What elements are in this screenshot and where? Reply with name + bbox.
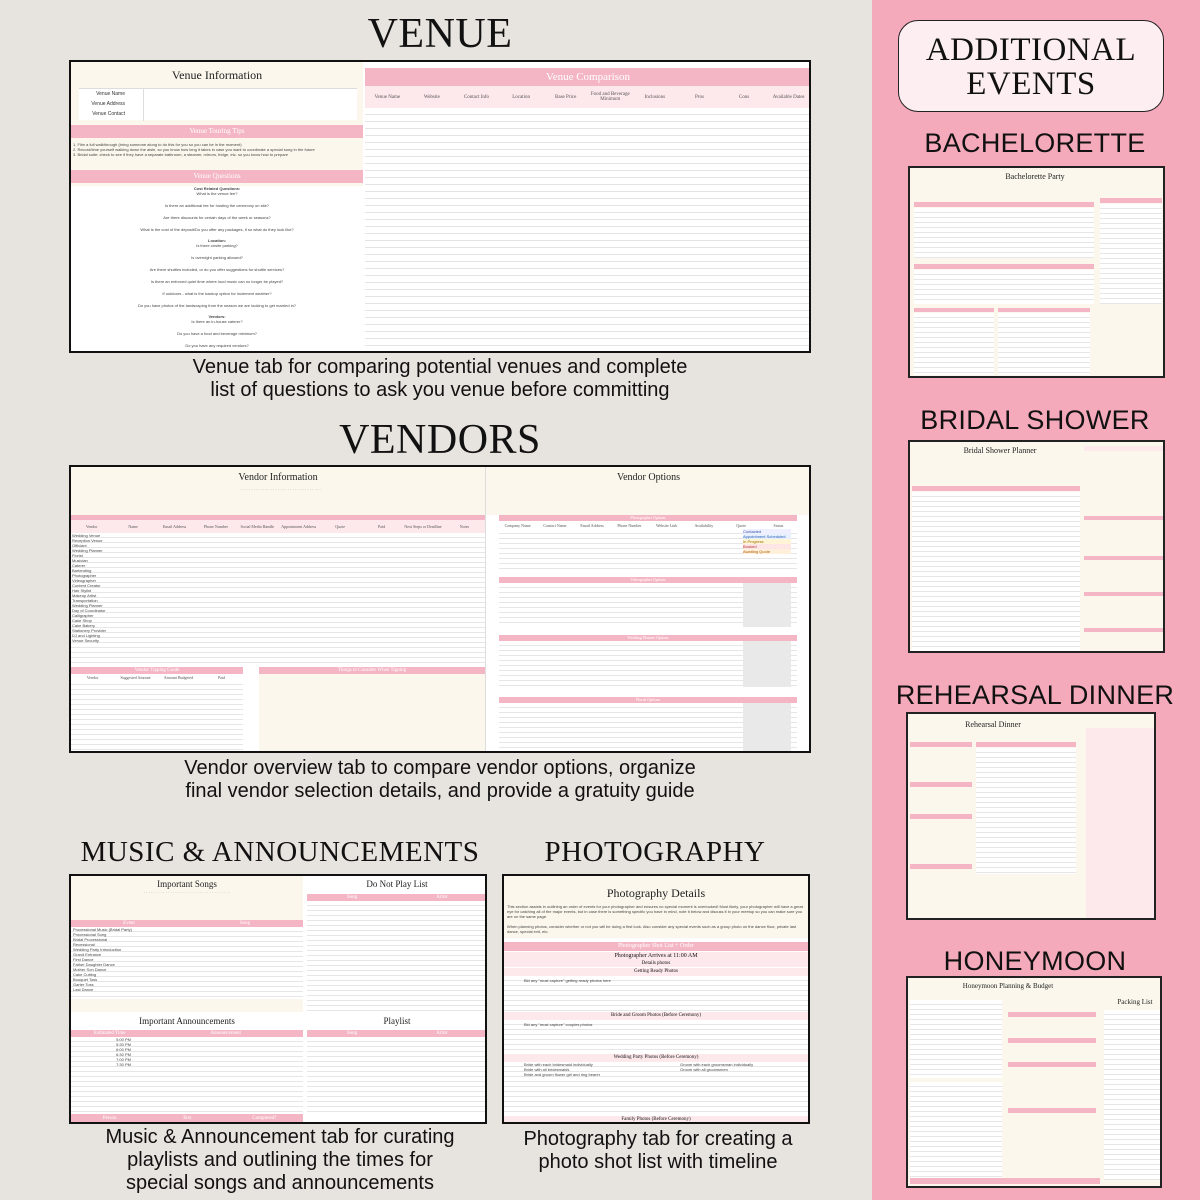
options-column-header: Website Link [655,522,678,528]
event-title-honeymoon: HONEYMOON [943,946,1127,976]
vendor-options-header [499,521,797,529]
venue-comparison-title: Venue Comparison [365,68,811,86]
vendor-type: Hair Stylist [72,588,92,593]
footer-column-header: Completed? [252,1116,277,1121]
venue-question: If outdoors - what is the backup option for inclement weather? [162,291,272,296]
venue-info-panel [71,62,363,353]
do-not-play-title: Do Not Play List [366,879,428,889]
venue-tips-title: Venue Touring Tips [71,125,363,138]
venue-column-header: Venue Name [374,94,401,100]
venue-heading: VENUE [367,11,513,57]
vendor-type: Stationery Provider [72,628,107,633]
songs-grid [71,927,303,999]
music-sheet-thumbnail: Important Songs · · · · · · · · · · · · · · · · · · · · · · · · · · · · · · · · · · · · Event Song Processional Music (Bridal Party) Processional Song Bridal Processional Recessional Wedding Party Introduction Grand Entrance First Dance Father Daughter Dance Mother Son Dance Cake Cutting Bouquet Toss Garter Toss Last Dance Do Not Play List Song Artist Important Announcements Estimated Time Announcement 5:00 PM 5:30 PM 6:00 PM 6:30 PM 7:00 PM 7:30 PM Playlist Song Artist Person Text Completed? [69,874,487,1124]
vendors-sheet-thumbnail [69,465,811,753]
playlist-title: Playlist [383,1016,411,1026]
venue-column-header: Inclusions [644,94,666,100]
venue-question: Is there an enforced quiet time where loud music can no longer be played? [150,279,284,284]
venue-info-row: Venue Name [96,91,125,97]
options-column-header: Company Name [504,522,531,528]
vendor-type: Cake Shop [72,618,92,623]
venue-question-category: Location: [208,238,226,243]
vendor-tipping-grid [71,680,243,753]
venue-tip: 3. Bridal suite: check to see if they have a separate bathroom, a steamer, mirrors, fridge, etc. so you know how to prepare [73,152,288,157]
announcements-column-header: Estimated Time [93,1031,126,1036]
photography-caption [500,1128,816,1174]
song-event: First Dance [73,957,94,962]
shot-item: Groom with each groomsman individually [680,1062,754,1067]
announcements-grid [71,1037,303,1113]
options-column-header: Quote [736,522,747,528]
announcement-time: 7:00 PM [116,1057,131,1062]
vendor-options-title: Vendor Options [616,472,681,483]
tipping-column-header: Suggested Amount [120,674,151,680]
songs-column-header: Song [239,921,251,926]
song-event: Grand Entrance [73,952,102,957]
footer-column-header: Person [102,1116,117,1121]
venue-comparison-header [365,86,811,108]
tipping-column-header: Vendor [86,674,99,680]
bachelorette-thumbnail [908,166,1165,378]
vendor-options-grid [499,641,797,687]
vendor-type: Florist [72,553,83,558]
vendor-things-panel [259,674,485,753]
vendor-column-header: Notes [459,524,470,529]
additional-events-line: EVENTS [966,66,1096,102]
vendor-options-grid [499,529,797,571]
family-photos-title: Family Photos (Before Ceremony) [504,1116,808,1124]
vendor-column-header: Vendor [85,524,98,529]
rehearsal-dinner-thumbnail [906,712,1156,920]
song-event: Cake Cutting [73,972,97,977]
announcements-title: Important Announcements [139,1016,235,1026]
venue-question: Do you have any required vendors? [185,343,249,348]
venue-question: Do you have a food and beverage minimum? [177,331,257,336]
venue-question: What is the cost of the deposit/Do you offer any packages, if so what do they look like? [140,227,294,232]
vendor-option-section-title: Photographer Options [499,515,797,521]
venue-question: Are there discounts for certain days of the week or seasons? [163,215,271,220]
venue-question: Is overnight parking allowed? [191,255,243,260]
venue-caption-line: Venue tab for comparing potential venues and complete [192,356,688,378]
vendor-type: Wedding Venue [72,533,101,538]
venue-column-header: Pros [695,94,704,100]
do-not-play-column-header: Song [346,895,358,900]
shot-list-grid [504,976,808,1012]
shot-item: Bride with all bridesmaids [524,1067,570,1072]
photography-heading: PHOTOGRAPHY [544,836,766,868]
song-event: Processional Song [73,932,107,937]
venue-question: Is there an additional fee for hosting the ceremony on site? [164,203,270,208]
song-event: Last Dance [73,987,94,992]
shot-item: Bride and groom flower girl and ring bearer [524,1072,601,1077]
venue-column-header: Location [512,94,530,100]
options-column-header: Availability [694,522,714,528]
status-chip[interactable]: Contacted [743,529,791,534]
vendor-type: DJ and Lighting [72,633,100,638]
tipping-column-header: Paid [217,674,226,680]
announcement-time: 6:30 PM [116,1052,131,1057]
music-heading: MUSIC & ANNOUNCEMENTS [80,836,480,868]
options-column-header: Email Address [580,522,604,528]
vendor-type: Wedding Planner [72,548,103,553]
music-caption-line: Music & Announcement tab for curating [105,1126,455,1148]
venue-question: Is there an in-house caterer? [191,319,243,324]
photography-caption-line: Photography tab for creating a [523,1128,793,1150]
vendor-type: Caterer [72,563,86,568]
song-event: Bridal Processional [73,937,108,942]
vendor-type: Officiant [72,543,87,548]
announcement-time: 5:00 PM [116,1037,131,1042]
venue-info-row: Venue Contact [92,111,125,117]
vendor-column-header: Name [128,524,138,529]
venue-question: Is there onsite parking? [196,243,238,248]
do-not-play-column-header: Artist [436,895,448,900]
vendor-type: Photographer [72,573,97,578]
song-event: Bouquet Toss [73,977,98,982]
venue-tip: 2. Record/time yourself walking down the aisle, so you know how long it takes in case you want to coordinate a special song in the future [73,147,315,152]
shot-group-title: Getting Ready Photos [504,968,808,976]
do-not-play-grid [307,901,487,1011]
song-event: Mother Son Dance [73,967,107,972]
vendor-options-grid [499,703,797,753]
venue-info-title: Venue Information [171,68,263,82]
vendor-type: Videographer [72,578,96,583]
songs-title: Important Songs [157,879,217,889]
announcements-column-header: Announcement [210,1031,241,1036]
venue-column-header: Base Price [555,94,577,100]
shot-list-grid [504,1020,808,1054]
venue-column-header: Cons [738,94,750,100]
vendor-type: Bartending [72,568,92,573]
vendor-option-section-title: Wedding Planner Options [499,635,797,641]
venue-column-header: Available Dates [772,94,805,100]
photography-intro-2: When planning photos, consider whether or not you will be doing a first look. Also consider any special events such as a group photo on the dance floor, private last dance, special exit, etc. [507,924,797,934]
vendor-column-header: Phone Number [203,524,228,529]
vendor-type: Makeup Artist [72,593,97,598]
venue-caption-line: list of questions to ask you venue before committing [210,379,670,401]
vendor-info-grid [71,533,485,663]
song-event: Garter Toss [73,982,94,987]
venue-question: Are there shuttles included, or do you offer suggestions for shuttle services? [149,267,285,272]
vendor-options-grid [499,583,797,627]
venue-column-header: Website [423,94,440,100]
shot-group-title: Bride and Groom Photos (Before Ceremony) [504,1012,808,1020]
photography-title: Photography Details [606,886,706,900]
venue-tip: 1. Film a full walkthrough (bring someone along to do this for you so you can be in the moment) [73,142,242,147]
venue-questions-title: Venue Questions [71,170,363,183]
vendor-type: Wedding Planner [72,603,103,608]
vendor-type: Venue Security [72,638,99,643]
additional-events-badge [898,20,1164,112]
honeymoon-sheet-title: Honeymoon Planning & Budget [962,982,1054,990]
announcement-time: 6:00 PM [116,1047,131,1052]
vendor-type: Musician [72,558,88,563]
vendor-column-header: Next Steps or Deadline [404,524,442,529]
playlist-grid [307,1037,487,1113]
tipping-column-header: Amount Budgeted [163,674,194,680]
song-event: Father Daughter Dance [73,962,115,967]
shot-item: Groom with all groomsmen [680,1067,728,1072]
vendor-info-header [71,520,485,533]
music-caption-line: playlists and outlining the times for [127,1149,433,1171]
vendor-type: Transportation [72,598,98,603]
vendor-option-section-title: Videographer Options [499,577,797,583]
event-title-bachelorette: BACHELORETTE [924,128,1146,158]
bachelorette-sheet-title: Bachelorette Party [1005,172,1065,181]
venue-caption [90,356,790,402]
shot-list-grid [504,1062,808,1116]
photography-intro: This section assists in outlining an order of events for your photographer and ensures no special moment is overlooked! Most likely, your photographer will have a great eye for catching all of the major events, but in case there is something specific you have in mind, note it below and discuss it in your meetup so you can make sure you are on the same page. [507,904,803,919]
playlist-column-header: Song [346,1031,358,1036]
venue-comparison-grid [365,108,811,353]
shot-list-title: Photographer Shot List + Order [504,942,808,951]
event-title-rehearsal-dinner: REHEARSAL DINNER [895,680,1175,710]
bridal-shower-sheet-title: Bridal Shower Planner [963,446,1037,455]
packing-list-title: Packing List [1117,998,1153,1006]
vendors-caption [90,757,790,803]
status-chip[interactable]: Booked [743,544,791,549]
vendor-type: Cake Bakery [72,623,95,628]
additional-events-line: ADDITIONAL [925,32,1137,68]
shot-item: Bid any "must capture" getting ready photos here [524,978,611,983]
vendor-things-title: Things to Consider When Tipping [259,667,485,674]
options-column-header: Contact Name [543,522,567,528]
footer-column-header: Text [182,1116,192,1121]
songs-column-header: Event [123,921,135,926]
vendor-info-note: · · · · · · · · · · · · · · · · · · · · · · · · · · · · · · · · · [241,487,321,492]
vendor-type: Content Creator [72,583,101,588]
event-title-bridal-shower: BRIDAL SHOWER [920,405,1150,435]
shot-item: Bid any "must capture" couples photos [524,1022,593,1027]
shot-item: Bride with each bridesmaid individually [524,1062,593,1067]
announcement-time: 7:30 PM [116,1062,131,1067]
vendor-option-section-title: Florist Options [499,697,797,703]
music-caption [60,1126,500,1195]
vendor-type: Day of Coordinator [72,608,106,613]
venue-column-header: Contact Info [463,94,490,100]
venue-question-category: Vendors: [208,314,226,319]
song-event: Recessional [73,942,95,947]
vendor-type: Calligrapher [72,613,94,618]
vendor-column-header: Social Media Handle [240,524,275,529]
venue-question: What is the venue fee? [196,191,238,196]
status-chip[interactable]: In Progress [743,539,791,544]
vendors-caption-line: Vendor overview tab to compare vendor options, organize [184,757,696,779]
photographer-arrival: Photographer Arrives at 11:00 AM [504,952,808,960]
options-column-header: Status [773,522,784,528]
vendor-column-header: Email Address [162,524,187,529]
vendor-info-title: Vendor Information [238,472,318,483]
venue-sheet-thumbnail [69,60,811,353]
venue-question: Do you have photos of the landscaping from the season we are looking to get married in? [137,303,297,308]
rehearsal-dinner-sheet-title: Rehearsal Dinner [965,720,1021,729]
venue-info-row: Venue Address [91,101,125,107]
photography-sheet-thumbnail [502,874,810,1124]
bridal-shower-thumbnail [908,440,1165,653]
photography-caption-line: photo shot list with timeline [538,1151,778,1173]
vendor-type: Reception Venue [72,538,103,543]
venue-question-category: Cost Related Questions: [193,186,241,191]
vendor-column-header: Appointment Address [281,524,317,529]
vendor-column-header: Paid [377,524,386,529]
details-photos: Details photos [504,960,808,967]
vendor-tipping-title: Vendor Tipping Guide [71,667,243,674]
playlist-column-header: Artist [436,1031,448,1036]
song-event: Wedding Party Introduction [73,947,122,952]
honeymoon-thumbnail [906,976,1162,1188]
status-chip[interactable]: Awaiting Quote [743,549,791,554]
vendor-column-header: Quote [335,524,346,529]
vendors-caption-line: final vendor selection details, and provide a gratuity guide [185,780,695,802]
venue-column-header: Food and Beverage Minimum [590,92,630,102]
music-caption-line: special songs and announcements [126,1172,434,1194]
song-event: Processional Music (Bridal Party) [73,927,132,932]
status-chip[interactable]: Appointment Scheduled [743,534,791,539]
vendors-heading: VENDORS [339,417,541,463]
options-column-header: Phone Number [617,522,642,528]
shot-group-title: Wedding Party Photos (Before Ceremony) [504,1054,808,1062]
announcement-time: 5:30 PM [116,1042,131,1047]
